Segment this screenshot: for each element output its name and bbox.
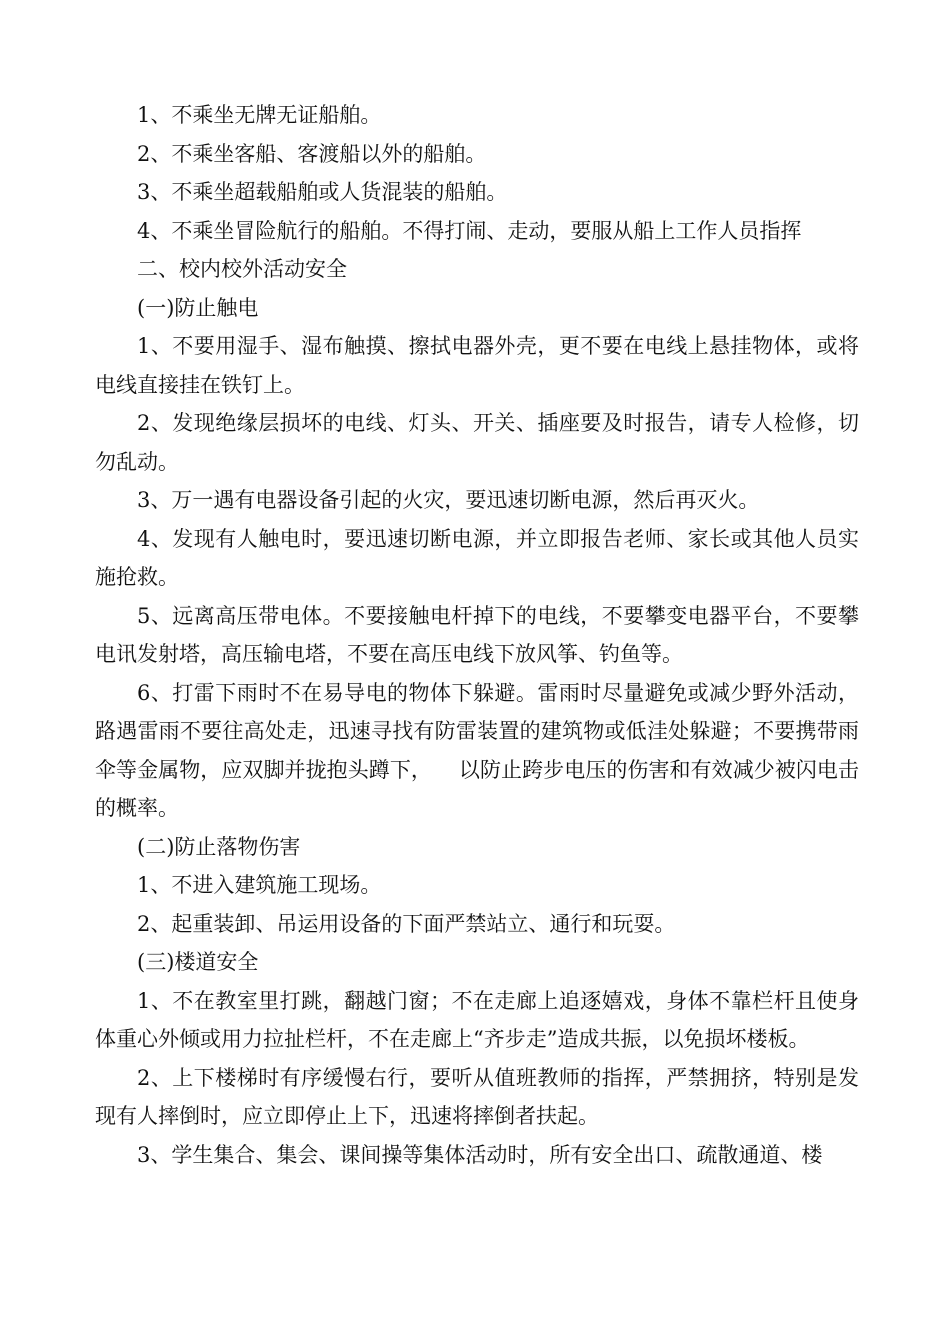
section-heading: 二、校内校外活动安全 xyxy=(137,257,347,281)
paragraph: 3、不乘坐超载船舶或人货混装的船舶。 xyxy=(137,180,508,204)
paragraph: 1、不乘坐无牌无证船舶。 xyxy=(137,103,382,127)
paragraph: 5、远离高压带电体。不要接触电杆掉下的电线，不要攀变电器平台，不要攀电讯发射塔，高压输电塔，不要在高压电线下放风筝、钓鱼等。 xyxy=(95,603,859,666)
paragraph: 1、不进入建筑施工现场。 xyxy=(137,873,382,897)
document-page xyxy=(95,96,859,1174)
paragraph: 4、发现有人触电时，要迅速切断电源，并立即报告老师、家长或其他人员实施抢救。 xyxy=(95,526,859,589)
subsection-heading: (二)防止落物伤害 xyxy=(137,834,301,859)
paragraph: 2、不乘坐客船、客渡船以外的船舶。 xyxy=(137,141,487,166)
paragraph: 3、学生集合、集会、课间操等集体活动时，所有安全出口、疏散通道、楼 xyxy=(137,1142,823,1167)
paragraph: 6、打雷下雨时不在易导电的物体下躲避。雷雨时尽量避免或减少野外活动，路遇雷雨不要往高处走，迅速寻找有防雷装置的建筑物或低洼处躲避；不要携带雨伞等金属物，应双脚并拢抱头蹲下， 以防止跨步电压的伤害和有效减少被闪电击的概率。 xyxy=(95,680,859,820)
paragraph: 2、上下楼梯时有序缓慢右行，要听从值班教师的指挥，严禁拥挤，特别是发现有人摔倒时，应立即停止上下，迅速将摔倒者扶起。 xyxy=(95,1065,859,1128)
subsection-heading: (三)楼道安全 xyxy=(137,950,259,974)
paragraph: 3、万一遇有电器设备引起的火灾，要迅速切断电源，然后再灭火。 xyxy=(137,488,760,512)
subsection-heading: (一)防止触电 xyxy=(137,295,259,320)
paragraph: 1、不要用湿手、湿布触摸、擦拭电器外壳，更不要在电线上悬挂物体，或将电线直接挂在铁钉上。 xyxy=(95,334,859,397)
paragraph: 2、发现绝缘层损坏的电线、灯头、开关、插座要及时报告，请专人检修，切勿乱动。 xyxy=(95,411,859,474)
paragraph: 2、起重装卸、吊运用设备的下面严禁站立、通行和玩耍。 xyxy=(137,911,676,936)
paragraph: 4、不乘坐冒险航行的船舶。不得打闹、走动，要服从船上工作人员指挥 xyxy=(137,218,802,243)
paragraph: 1、不在教室里打跳，翻越门窗；不在走廊上追逐嬉戏，身体不靠栏杆且使身体重心外倾或用力拉扯栏杆，不在走廊上“齐步走”造成共振，以免损坏楼板。 xyxy=(95,988,859,1051)
